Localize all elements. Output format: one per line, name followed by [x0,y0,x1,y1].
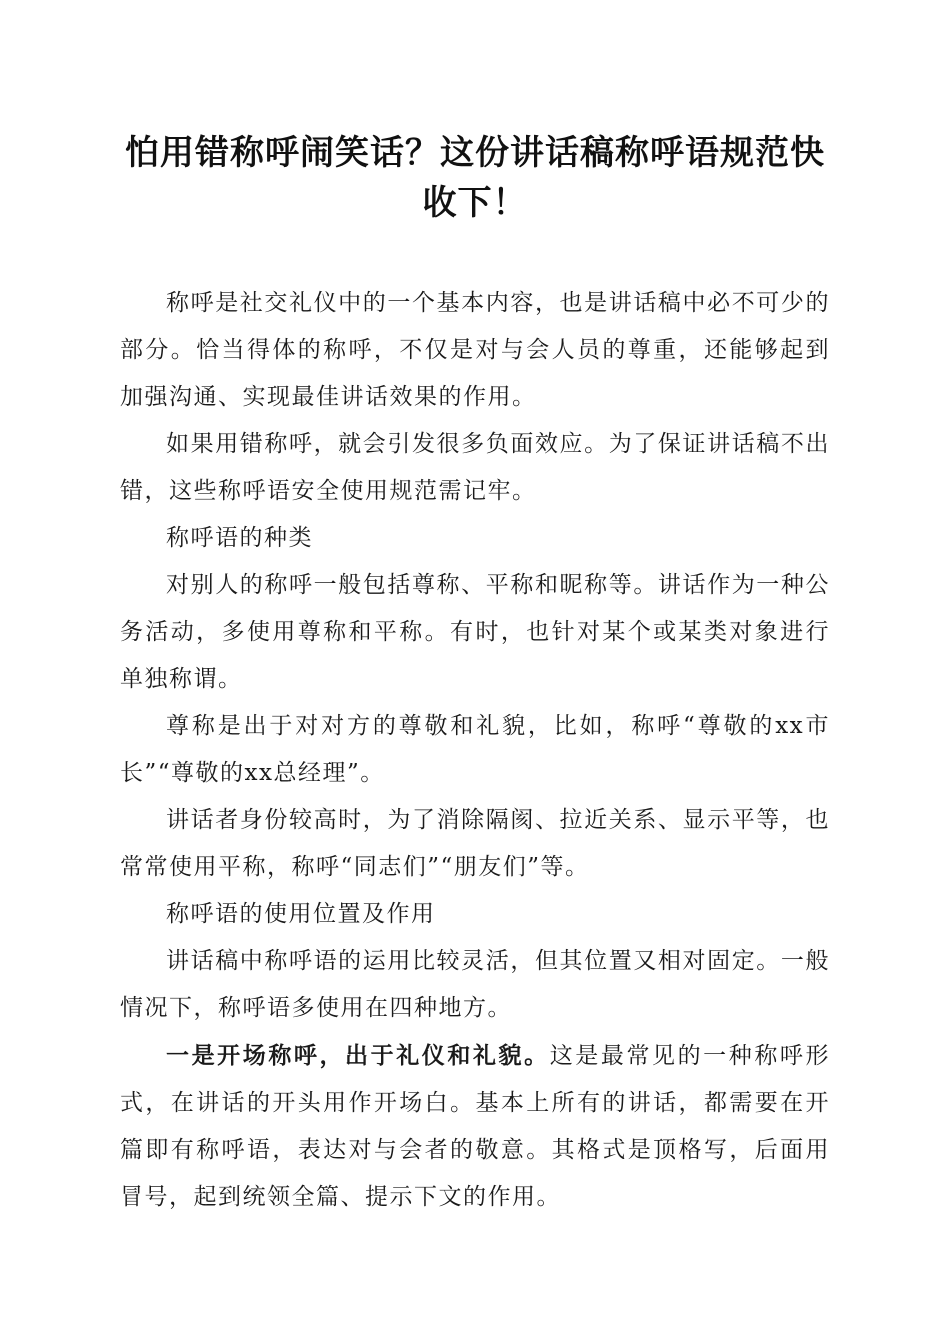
section-heading-position: 称呼语的使用位置及作用 [166,901,436,927]
paragraph-equal-address: 讲话者身份较高时，为了消除隔阂、拉近关系、显示平等，也常常使用平称，称呼“同志们”“朋友们”等。 [120,807,830,880]
paragraph-body-text: 这是最常见的一种称呼形式，在讲话的开头用作开场白。基本上所有的讲话，都需要在开篇即有称呼语，表达对与会者的敬意。其格式是顶格写，后面用冒号，起到统领全篇、提示下文的作用。 [120,1043,831,1210]
paragraph-misuse: 如果用错称呼，就会引发很多负面效应。为了保证讲话稿不出错，这些称呼语安全使用规范需记牢。 [120,431,830,504]
paragraph-lead-text: 一是开场称呼，出于礼仪和礼貌。 [166,1042,550,1069]
document-page [120,128,830,1221]
paragraph-opening-address [120,1032,830,1221]
section-heading-types: 称呼语的种类 [166,525,313,551]
document-title: 怕用错称呼闹笑话？这份讲话稿称呼语规范快收下！ [125,133,825,223]
paragraph-types: 对别人的称呼一般包括尊称、平称和昵称等。讲话作为一种公务活动，多使用尊称和平称。有时，也针对某个或某类对象进行单独称谓。 [120,572,830,692]
paragraph-intro: 称呼是社交礼仪中的一个基本内容，也是讲话稿中必不可少的部分。恰当得体的称呼，不仅是对与会人员的尊重，还能够起到加强沟通、实现最佳讲话效果的作用。 [120,290,830,410]
paragraph-position: 讲话稿中称呼语的运用比较灵活，但其位置又相对固定。一般情况下，称呼语多使用在四种地方。 [120,948,830,1021]
paragraph-honorific: 尊称是出于对对方的尊敬和礼貌，比如，称呼“尊敬的xx市长”“尊敬的xx总经理”。 [120,713,830,786]
document-body [120,280,830,1221]
